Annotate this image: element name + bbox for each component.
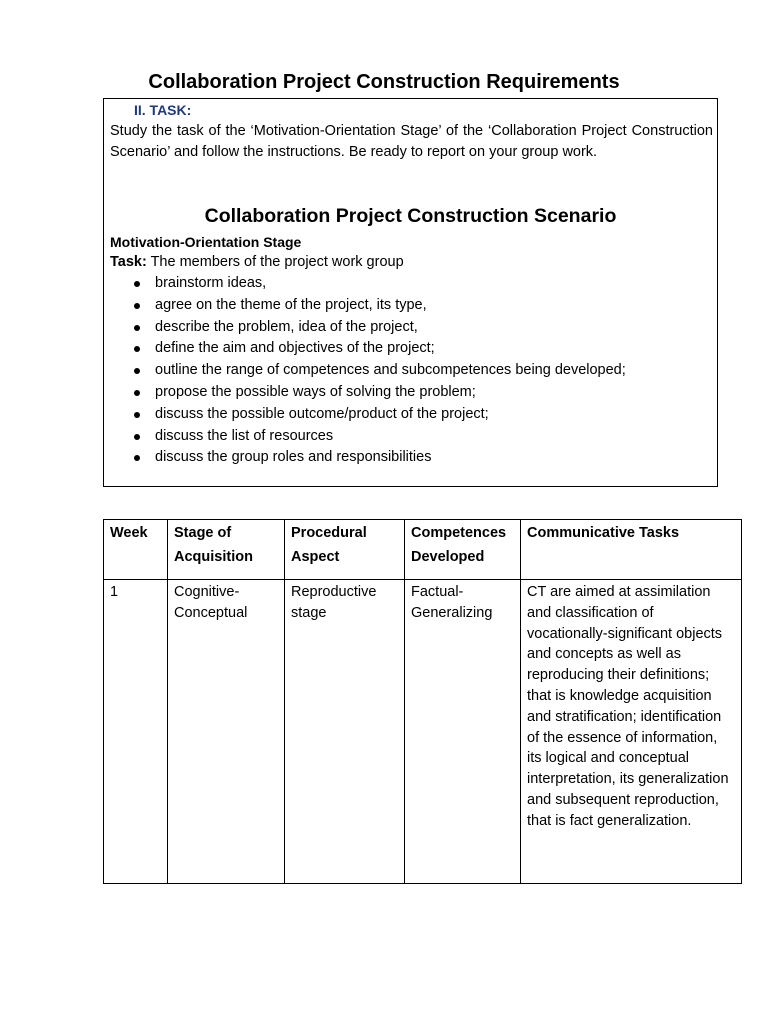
bullet-icon: [134, 434, 140, 440]
bullet-item: [132, 317, 626, 339]
cell-week: 1: [104, 580, 168, 884]
task-box: [103, 98, 718, 487]
stage-title: Motivation-Orientation Stage: [110, 234, 302, 250]
bullet-text: brainstorm ideas,: [155, 275, 267, 291]
column-header-procedural: Procedural Aspect: [285, 520, 405, 580]
column-header-communicative: Communicative Tasks: [521, 520, 742, 580]
bullet-item: [132, 295, 626, 317]
bullet-text: define the aim and objectives of the project;: [155, 340, 435, 357]
bullet-text: describe the problem, idea of the project,: [155, 318, 418, 335]
bullet-icon: [134, 346, 140, 352]
cell-competences: Factual-Generalizing: [405, 580, 521, 884]
page-title: Collaboration Project Construction Requirements: [148, 71, 620, 93]
task-bullet-list: [132, 273, 626, 469]
task-heading: II. TASK:: [134, 102, 192, 118]
bullet-text: discuss the list of resources: [155, 427, 334, 444]
column-header-competences: Competences Developed: [405, 520, 521, 580]
bullet-icon: [134, 281, 140, 287]
task-instruction: Study the task of the ‘Motivation-Orientation Stage’ of the ‘Collaboration Project Construction Scenario’ and follow the instructions. Be ready to report on your group work.: [110, 123, 713, 160]
bullet-icon: [134, 412, 140, 418]
cell-stage: Cognitive-Conceptual: [168, 580, 285, 884]
bullet-text: discuss the possible outcome/product of the project;: [155, 405, 489, 422]
column-header-stage: Stage of Acquisition: [168, 520, 285, 580]
bullet-text: propose the possible ways of solving the problem;: [155, 383, 476, 400]
bullet-item: [132, 447, 626, 469]
task-text: The members of the project work group: [146, 254, 404, 270]
column-header-week: Week: [104, 520, 168, 580]
cell-communicative: CT are aimed at assimilation and classification of vocationally-significant objects and concepts as well as reproducing their definitions; that is knowledge acquisition and stratification; identification of the essence of information, its logical and conceptual interpretation, its generalization and subsequent reproduction, that is fact generalization.: [521, 580, 742, 884]
bullet-text: outline the range of competences and subcompetences being developed;: [155, 362, 626, 379]
bullet-item: [132, 426, 626, 448]
bullet-icon: [134, 303, 140, 309]
bullet-icon: [134, 390, 140, 396]
task-line: [110, 252, 404, 273]
bullet-item: [132, 404, 626, 426]
cell-procedural: Reproductive stage: [285, 580, 405, 884]
bullet-text: discuss the group roles and responsibilities: [155, 449, 432, 466]
competence-table: [103, 519, 742, 884]
bullet-item: [132, 273, 626, 295]
table-row: [104, 580, 742, 884]
bullet-icon: [134, 325, 140, 331]
table-header-row: [104, 520, 742, 580]
task-label: Task:: [110, 254, 147, 270]
scenario-title: Collaboration Project Construction Scenario: [204, 205, 617, 227]
bullet-icon: [134, 455, 140, 461]
bullet-icon: [134, 368, 140, 374]
bullet-item: [132, 382, 626, 404]
bullet-item: [132, 338, 626, 360]
bullet-item: [132, 360, 626, 382]
bullet-text: agree on the theme of the project, its type,: [155, 296, 427, 313]
